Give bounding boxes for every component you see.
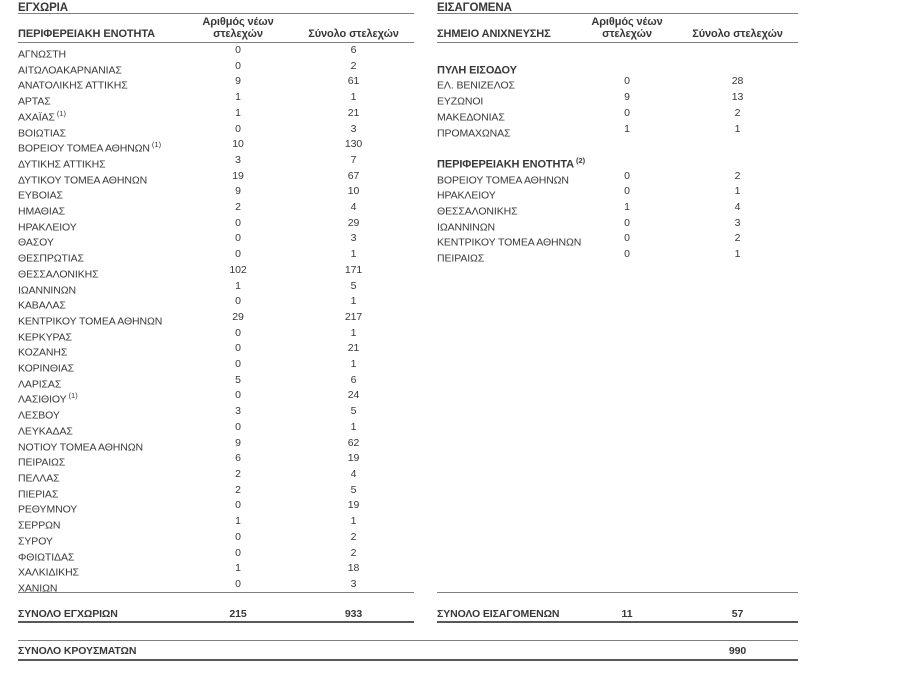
- row-total-strains-value: 4: [350, 467, 357, 480]
- footnote-marker: (1): [56, 108, 66, 118]
- row-label-cell: [18, 310, 183, 326]
- row-total-strains-value: 3: [350, 122, 357, 135]
- row-label: ΗΡΑΚΛΕΙΟΥ: [437, 189, 496, 202]
- row-label-cell: [18, 404, 183, 420]
- row-label-cell: [18, 546, 183, 562]
- domestic-table: [18, 2, 414, 623]
- row-total-strains-value: 13: [731, 91, 744, 104]
- row-total-strains-value: 217: [344, 310, 363, 323]
- row-total-strains-value: 19: [347, 452, 360, 465]
- row-label: ΕΥΒΟΙΑΣ: [18, 189, 63, 202]
- row-new-strains-value: 0: [235, 122, 241, 135]
- row-label: ΠΡΟΜΑΧΩΝΑΣ: [437, 127, 511, 140]
- row-total-strains-value: 2: [350, 530, 357, 543]
- row-label-cell: [18, 373, 183, 389]
- row-total-strains-value: 1: [350, 358, 357, 371]
- row-label: ΛΑΡΙΣΑΣ: [18, 378, 62, 391]
- imported-rows: [437, 43, 798, 593]
- row-label: ΑΓΝΩΣΤΗ: [18, 48, 67, 61]
- row-label-cell: [18, 279, 183, 295]
- row-label: ΘΑΣΟΥ: [18, 236, 54, 249]
- row-new-strains-value: 1: [624, 122, 630, 135]
- domestic-table-title: ΕΓΧΩΡΙΑ: [18, 2, 414, 14]
- table-row: [18, 420, 414, 436]
- row-label: ΙΩΑΝΝΙΝΩΝ: [437, 221, 495, 234]
- row-label: ΣΕΡΡΩΝ: [18, 519, 61, 532]
- table-row: [18, 546, 414, 562]
- row-label-cell: [18, 498, 183, 514]
- row-label-cell: [18, 200, 183, 216]
- row-label: ΑΧΑΪΑΣ: [18, 111, 55, 124]
- row-new-strains-value: 2: [235, 467, 241, 480]
- row-new-strains-value: 9: [624, 91, 630, 104]
- footnote-marker: (1): [151, 140, 162, 150]
- row-new-strains-value: 0: [624, 216, 630, 229]
- row-new-strains-value: 9: [235, 185, 241, 198]
- row-label: ΚΕΝΤΡΙΚΟΥ ΤΟΜΕΑ ΑΘΗΝΩΝ: [437, 236, 582, 249]
- row-label-cell: [437, 90, 577, 106]
- row-total-strains-value: 21: [347, 342, 360, 355]
- row-new-strains-value: 0: [235, 342, 241, 355]
- row-label-cell: [18, 247, 183, 263]
- row-new-strains-value: 1: [235, 279, 241, 292]
- row-total-strains-value: 19: [347, 499, 360, 512]
- row-new-strains-value: 0: [235, 358, 241, 371]
- row-total-strains-value: 29: [347, 216, 360, 229]
- row-label: ΣΥΡΟΥ: [18, 535, 53, 548]
- row-label-cell: [437, 59, 577, 75]
- row-new-strains-value: 6: [235, 452, 241, 465]
- row-label: ΒΟΡΕΙΟΥ ΤΟΜΕΑ ΑΘΗΝΩΝ: [437, 174, 569, 187]
- row-new-strains-value: 0: [624, 232, 630, 245]
- row-label: ΕΛ. ΒΕΝΙΖΕΛΟΣ: [437, 79, 515, 92]
- row-total-strains-value: 1: [350, 515, 357, 528]
- row-label-cell: [437, 169, 577, 185]
- table-row: [18, 451, 414, 467]
- row-label: ΠΥΛΗ ΕΙΣΟΔΟΥ: [437, 64, 517, 77]
- row-total-strains-value: 67: [347, 169, 360, 182]
- section-header-row: [437, 59, 798, 75]
- row-new-strains-value: 0: [235, 295, 241, 308]
- row-label: ΛΕΣΒΟΥ: [18, 409, 60, 422]
- row-label-cell: [437, 247, 577, 263]
- table-row: [18, 90, 414, 106]
- domestic-total-label: ΣΥΝΟΛΟ ΕΓΧΩΡΙΩΝ: [18, 608, 118, 620]
- row-total-strains-value: 1: [350, 420, 357, 433]
- row-label-cell: [18, 43, 183, 59]
- table-row: [18, 122, 414, 138]
- table-row: [437, 122, 798, 138]
- row-label: ΛΑΣΙΘΙΟΥ: [18, 393, 67, 406]
- grand-total-value: 990: [728, 645, 747, 657]
- row-label: ΛΕΥΚΑΔΑΣ: [18, 425, 73, 438]
- row-label: ΙΩΑΝΝΙΝΩΝ: [18, 284, 76, 297]
- footnote-marker: (2): [576, 155, 586, 165]
- row-total-strains-value: 2: [734, 106, 741, 119]
- table-row: [437, 184, 798, 200]
- row-total-strains-value: 62: [347, 436, 360, 449]
- table-row: [437, 90, 798, 106]
- grand-total-row: [18, 640, 798, 661]
- row-new-strains-value: 1: [235, 106, 241, 119]
- table-row: [18, 561, 414, 577]
- row-label-cell: [437, 231, 582, 249]
- row-label: ΚΟΡΙΝΘΙΑΣ: [18, 362, 75, 375]
- row-new-strains-value: 0: [235, 389, 241, 402]
- table-row: [18, 373, 414, 389]
- row-new-strains-value: 0: [235, 530, 241, 543]
- row-total-strains-value: 5: [350, 483, 357, 496]
- row-label-cell: [18, 530, 183, 546]
- row-total-strains-value: 130: [344, 138, 363, 151]
- domestic-rows: [18, 43, 414, 593]
- table-row: [437, 74, 798, 90]
- table-row: [18, 357, 414, 373]
- row-label: ΔΥΤΙΚΟΥ ΤΟΜΕΑ ΑΘΗΝΩΝ: [18, 174, 148, 187]
- row-new-strains-value: 1: [235, 91, 241, 104]
- row-total-strains-value: 7: [350, 153, 357, 166]
- table-row: [18, 530, 414, 546]
- table-row: [18, 247, 414, 263]
- row-label: ΘΕΣΣΑΛΟΝΙΚΗΣ: [437, 205, 518, 218]
- table-row: [18, 184, 414, 200]
- row-label-cell: [437, 74, 577, 90]
- row-label: ΗΡΑΚΛΕΙΟΥ: [18, 221, 77, 234]
- row-total-strains-value: 1: [350, 248, 357, 261]
- row-new-strains-value: 29: [232, 310, 244, 323]
- row-total-strains-value: 1: [734, 122, 741, 135]
- row-label-cell: [18, 451, 183, 467]
- footnote-marker: (1): [68, 391, 78, 401]
- row-label-cell: [18, 74, 183, 90]
- imported-total-new: 11: [621, 608, 633, 620]
- row-total-strains-value: 4: [350, 201, 357, 214]
- row-new-strains-value: 2: [235, 483, 241, 496]
- imported-table: [437, 2, 798, 623]
- row-label: ΚΑΒΑΛΑΣ: [18, 299, 66, 312]
- row-new-strains-value: 1: [624, 201, 630, 214]
- row-total-strains-value: 6: [350, 373, 357, 386]
- table-row: [18, 294, 414, 310]
- table-row: [437, 106, 798, 122]
- row-label: ΘΕΣΣΑΛΟΝΙΚΗΣ: [18, 268, 99, 281]
- table-row: [18, 310, 414, 326]
- row-label: ΦΘΙΩΤΙΔΑΣ: [18, 551, 75, 563]
- row-label: ΚΕΡΚΥΡΑΣ: [18, 331, 72, 344]
- imported-table-title: ΕΙΣΑΓΟΜΕΝΑ: [437, 2, 798, 14]
- row-label: ΚΟΖΑΝΗΣ: [18, 346, 68, 359]
- row-total-strains-value: 21: [347, 106, 360, 119]
- row-label-cell: [18, 153, 183, 169]
- row-label: ΕΥΖΩΝΟΙ: [437, 95, 484, 108]
- row-label-cell: [18, 561, 183, 577]
- row-total-strains-value: 3: [350, 577, 357, 590]
- row-label-cell: [18, 326, 183, 342]
- row-new-strains-value: 0: [235, 420, 241, 433]
- row-label-cell: [18, 294, 183, 310]
- section-header-row: [437, 153, 798, 169]
- table-row: [18, 514, 414, 530]
- row-total-strains-value: 171: [344, 263, 363, 276]
- row-new-strains-value: 0: [624, 248, 630, 261]
- column-header-new-strains: Αριθμός νέων στελεχών: [202, 16, 274, 40]
- imported-total-label: ΣΥΝΟΛΟ ΕΙΣΑΓΟΜΕΝΩΝ: [437, 608, 560, 620]
- row-label: ΜΑΚΕΔΟΝΙΑΣ: [437, 111, 505, 124]
- row-new-strains-value: 0: [235, 44, 241, 56]
- row-label-cell: [18, 231, 183, 247]
- row-label-cell: [18, 59, 183, 75]
- row-label-cell: [18, 514, 183, 530]
- row-label-cell: [437, 216, 577, 232]
- row-label: ΒΟΡΕΙΟΥ ΤΟΜΕΑ ΑΘΗΝΩΝ: [18, 142, 150, 155]
- table-row: [18, 263, 414, 279]
- domestic-header-row: [18, 14, 414, 43]
- domestic-total-new: 215: [229, 608, 247, 620]
- table-row: [18, 43, 414, 59]
- row-total-strains-value: 1: [350, 295, 357, 308]
- row-label: ΠΕΛΛΑΣ: [18, 472, 60, 485]
- table-row: [18, 74, 414, 90]
- row-label-cell: [18, 467, 183, 483]
- imported-total-row: [437, 606, 798, 623]
- row-label-cell: [437, 184, 577, 200]
- row-new-strains-value: 0: [624, 185, 630, 198]
- row-new-strains-value: 5: [235, 373, 241, 386]
- row-total-strains-value: 28: [731, 75, 744, 88]
- row-label: ΝΟΤΙΟΥ ΤΟΜΕΑ ΑΘΗΝΩΝ: [18, 441, 144, 454]
- row-label-cell: [18, 169, 183, 185]
- row-total-strains-value: 2: [350, 546, 357, 559]
- row-total-strains-value: 3: [350, 232, 357, 245]
- row-total-strains-value: 61: [347, 75, 360, 88]
- row-new-strains-value: 1: [235, 515, 241, 528]
- row-label: ΧΑΛΚΙΔΙΚΗΣ: [18, 566, 79, 579]
- row-label: ΒΟΙΩΤΙΑΣ: [18, 127, 66, 140]
- row-label: ΑΙΤΩΛΟΑΚΑΡΝΑΝΙΑΣ: [18, 64, 122, 77]
- row-new-strains-value: 0: [624, 106, 630, 119]
- row-total-strains-value: 1: [734, 248, 741, 261]
- row-label: ΠΕΡΙΦΕΡΕΙΑΚΗ ΕΝΟΤΗΤΑ: [437, 158, 575, 171]
- row-total-strains-value: 6: [350, 44, 357, 56]
- row-label: ΧΑΝΙΩΝ: [18, 582, 58, 593]
- table-row: [18, 59, 414, 75]
- row-new-strains-value: 0: [235, 232, 241, 245]
- row-label-cell: [18, 436, 183, 452]
- row-new-strains-value: 0: [235, 499, 241, 512]
- row-new-strains-value: 9: [235, 436, 241, 449]
- row-new-strains-value: 0: [235, 248, 241, 261]
- row-total-strains-value: 5: [350, 279, 357, 292]
- row-label: ΠΙΕΡΙΑΣ: [18, 488, 59, 501]
- row-label-cell: [437, 106, 577, 122]
- table-row: [18, 326, 414, 342]
- row-label: ΡΕΘΥΜΝΟΥ: [18, 503, 78, 516]
- table-row: [18, 436, 414, 452]
- row-total-strains-value: 10: [347, 185, 360, 198]
- row-new-strains-value: 0: [235, 216, 241, 229]
- table-row: [18, 231, 414, 247]
- row-new-strains-value: 19: [232, 169, 244, 182]
- row-label-cell: [18, 388, 183, 404]
- row-total-strains-value: 1: [350, 91, 357, 104]
- row-total-strains-value: 2: [734, 232, 741, 245]
- row-new-strains-value: 0: [624, 75, 630, 88]
- row-label-cell: [18, 357, 183, 373]
- row-label-cell: [18, 341, 183, 357]
- row-new-strains-value: 3: [235, 153, 241, 166]
- table-row: [18, 137, 414, 153]
- row-label-cell: [437, 122, 577, 138]
- row-new-strains-value: 0: [624, 169, 630, 182]
- table-row: [18, 404, 414, 420]
- table-row: [18, 279, 414, 295]
- column-header-detection-point: ΣΗΜΕΙΟ ΑΝΙΧΝΕΥΣΗΣ: [437, 28, 551, 40]
- imported-header-row: [437, 14, 798, 43]
- grand-total-label: ΣΥΝΟΛΟ ΚΡΟΥΣΜΑΤΩΝ: [18, 645, 137, 657]
- row-label-cell: [18, 137, 183, 153]
- column-header-total-strains: Σύνολο στελεχών: [308, 28, 399, 40]
- row-total-strains-value: 4: [734, 201, 741, 214]
- row-label-cell: [18, 184, 183, 200]
- row-new-strains-value: 0: [235, 546, 241, 559]
- domestic-total-total: 933: [344, 608, 363, 620]
- column-header-region: ΠΕΡΙΦΕΡΕΙΑΚΗ ΕΝΟΤΗΤΑ: [18, 28, 156, 40]
- table-row: [18, 216, 414, 232]
- row-new-strains-value: 0: [235, 326, 241, 339]
- table-row: [18, 106, 414, 122]
- row-new-strains-value: 0: [235, 59, 241, 72]
- row-label: ΚΕΝΤΡΙΚΟΥ ΤΟΜΕΑ ΑΘΗΝΩΝ: [18, 315, 163, 328]
- table-row: [437, 216, 798, 232]
- row-label: ΗΜΑΘΙΑΣ: [18, 205, 65, 218]
- row-label: ΑΝΑΤΟΛΙΚΗΣ ΑΤΤΙΚΗΣ: [18, 79, 128, 92]
- row-new-strains-value: 2: [235, 201, 241, 214]
- row-total-strains-value: 24: [347, 389, 360, 402]
- row-total-strains-value: 2: [734, 169, 741, 182]
- column-header-new-strains: Αριθμός νέων στελεχών: [591, 16, 663, 40]
- row-new-strains-value: 0: [235, 577, 241, 590]
- table-row: [18, 483, 414, 499]
- column-header-total-strains: Σύνολο στελεχών: [692, 28, 783, 40]
- domestic-total-row: [18, 606, 414, 623]
- row-label-cell: [18, 106, 183, 122]
- row-total-strains-value: 1: [734, 185, 741, 198]
- row-new-strains-value: 3: [235, 405, 241, 418]
- row-label: ΘΕΣΠΡΩΤΙΑΣ: [18, 252, 84, 265]
- spacer-row: [437, 43, 798, 59]
- row-total-strains-value: 5: [350, 405, 357, 418]
- table-row: [437, 231, 798, 247]
- row-label-cell: [18, 483, 183, 499]
- row-label-cell: [437, 200, 577, 216]
- table-row: [18, 153, 414, 169]
- row-total-strains-value: 3: [734, 216, 741, 229]
- row-label-cell: [18, 577, 183, 593]
- row-new-strains-value: 1: [235, 562, 241, 575]
- row-new-strains-value: 102: [229, 263, 247, 276]
- table-row: [437, 169, 798, 185]
- table-row: [18, 498, 414, 514]
- row-label-cell: [437, 153, 586, 171]
- row-label: ΠΕΙΡΑΙΩΣ: [18, 456, 66, 469]
- spacer-row: [437, 137, 798, 153]
- row-label-cell: [18, 122, 183, 138]
- table-row: [18, 341, 414, 357]
- row-total-strains-value: 18: [347, 562, 360, 575]
- row-label-cell: [18, 263, 183, 279]
- row-new-strains-value: 10: [232, 138, 244, 151]
- row-total-strains-value: 2: [350, 59, 357, 72]
- table-row: [18, 577, 414, 593]
- row-label: ΔΥΤΙΚΗΣ ΑΤΤΙΚΗΣ: [18, 158, 106, 171]
- row-label-cell: [18, 90, 183, 106]
- table-row: [18, 467, 414, 483]
- row-label-cell: [18, 420, 183, 436]
- table-row: [437, 247, 798, 263]
- row-label: ΑΡΤΑΣ: [18, 95, 51, 108]
- row-label: ΠΕΙΡΑΙΩΣ: [437, 252, 485, 265]
- row-label-cell: [18, 216, 183, 232]
- table-row: [437, 200, 798, 216]
- row-new-strains-value: 9: [235, 75, 241, 88]
- row-total-strains-value: 1: [350, 326, 357, 339]
- imported-total-total: 57: [731, 608, 744, 620]
- table-row: [18, 200, 414, 216]
- table-row: [18, 388, 414, 404]
- table-row: [18, 169, 414, 185]
